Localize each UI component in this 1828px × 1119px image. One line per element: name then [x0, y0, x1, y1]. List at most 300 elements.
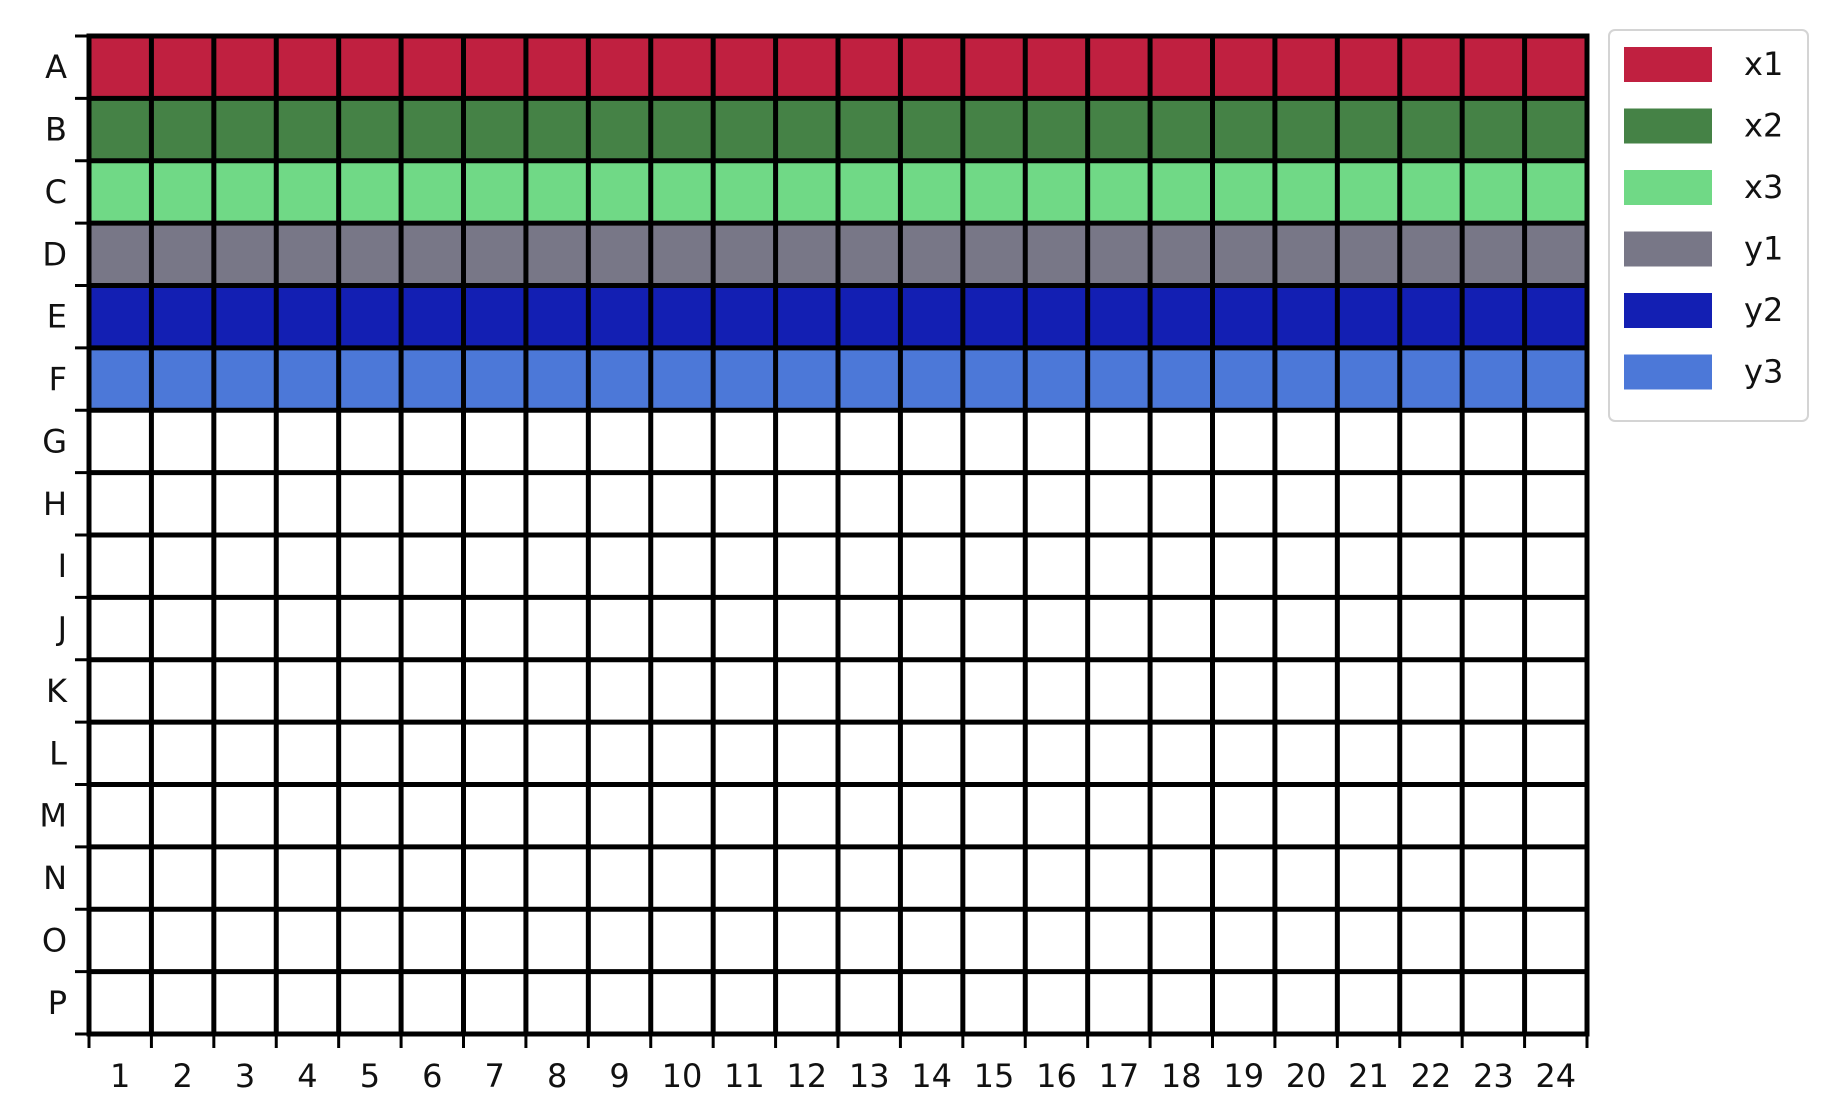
well-G5 [341, 413, 398, 470]
well-H16 [1028, 475, 1085, 532]
well-H7 [466, 475, 523, 532]
well-F9 [591, 350, 648, 407]
well-I22 [1402, 538, 1459, 595]
well-N3 [216, 849, 273, 906]
well-N1 [92, 849, 149, 906]
row-label-I: I [57, 547, 67, 586]
well-P1 [92, 974, 149, 1031]
well-M8 [528, 787, 585, 844]
well-C5 [341, 163, 398, 220]
well-B11 [716, 101, 773, 158]
well-O12 [778, 912, 835, 969]
well-O17 [1090, 912, 1147, 969]
well-G22 [1402, 413, 1459, 470]
well-A11 [716, 39, 773, 96]
well-K1 [92, 662, 149, 719]
well-P13 [841, 974, 898, 1031]
well-K8 [528, 662, 585, 719]
well-D1 [92, 226, 149, 283]
well-E21 [1340, 288, 1397, 345]
well-M4 [279, 787, 336, 844]
well-J14 [903, 600, 960, 657]
well-O7 [466, 912, 523, 969]
well-J15 [965, 600, 1022, 657]
well-N13 [841, 849, 898, 906]
well-O21 [1340, 912, 1397, 969]
legend-label-x2: x2 [1744, 106, 1784, 145]
well-G16 [1028, 413, 1085, 470]
well-K15 [965, 662, 1022, 719]
well-A4 [279, 39, 336, 96]
well-H22 [1402, 475, 1459, 532]
row-label-E: E [46, 297, 67, 336]
well-I3 [216, 538, 273, 595]
well-L14 [903, 725, 960, 782]
well-C3 [216, 163, 273, 220]
well-G13 [841, 413, 898, 470]
well-L10 [653, 725, 710, 782]
column-label-20: 20 [1285, 1057, 1327, 1095]
well-E20 [1277, 288, 1334, 345]
well-O23 [1465, 912, 1522, 969]
well-D3 [216, 226, 273, 283]
well-A9 [591, 39, 648, 96]
well-A16 [1028, 39, 1085, 96]
well-J4 [279, 600, 336, 657]
well-J5 [341, 600, 398, 657]
well-P20 [1277, 974, 1334, 1031]
well-O6 [404, 912, 461, 969]
well-A20 [1277, 39, 1334, 96]
well-I17 [1090, 538, 1147, 595]
well-K7 [466, 662, 523, 719]
legend-label-x3: x3 [1744, 168, 1784, 206]
well-K20 [1277, 662, 1334, 719]
well-K24 [1527, 662, 1584, 719]
well-F13 [841, 350, 898, 407]
well-H8 [528, 475, 585, 532]
well-C4 [279, 163, 336, 220]
well-L21 [1340, 725, 1397, 782]
well-J7 [466, 600, 523, 657]
well-F3 [216, 350, 273, 407]
well-J23 [1465, 600, 1522, 657]
well-E23 [1465, 288, 1522, 345]
well-A12 [778, 39, 835, 96]
well-L8 [528, 725, 585, 782]
well-J3 [216, 600, 273, 657]
well-L22 [1402, 725, 1459, 782]
well-C23 [1465, 163, 1522, 220]
well-I7 [466, 538, 523, 595]
well-D15 [965, 226, 1022, 283]
well-C10 [653, 163, 710, 220]
well-A3 [216, 39, 273, 96]
well-D23 [1465, 226, 1522, 283]
column-label-15: 15 [973, 1057, 1015, 1095]
well-B20 [1277, 101, 1334, 158]
well-P21 [1340, 974, 1397, 1031]
well-O19 [1215, 912, 1272, 969]
well-B15 [965, 101, 1022, 158]
well-E7 [466, 288, 523, 345]
well-I11 [716, 538, 773, 595]
well-D24 [1527, 226, 1584, 283]
well-P8 [528, 974, 585, 1031]
well-E11 [716, 288, 773, 345]
well-M12 [778, 787, 835, 844]
well-D2 [154, 226, 211, 283]
well-L7 [466, 725, 523, 782]
well-M10 [653, 787, 710, 844]
legend-label-y2: y2 [1744, 291, 1784, 329]
row-label-J: J [57, 609, 67, 648]
well-J18 [1153, 600, 1210, 657]
well-L6 [404, 725, 461, 782]
plate-wells [87, 34, 1590, 1037]
well-L2 [154, 725, 211, 782]
legend-swatch-x3 [1624, 170, 1712, 205]
well-K16 [1028, 662, 1085, 719]
well-D22 [1402, 226, 1459, 283]
row-label-B: B [45, 110, 67, 149]
well-K4 [279, 662, 336, 719]
legend-label-x1: x1 [1744, 45, 1784, 83]
well-I1 [92, 538, 149, 595]
well-J12 [778, 600, 835, 657]
well-J16 [1028, 600, 1085, 657]
well-E16 [1028, 288, 1085, 345]
well-K12 [778, 662, 835, 719]
well-L13 [841, 725, 898, 782]
column-label-19: 19 [1223, 1057, 1265, 1095]
well-G23 [1465, 413, 1522, 470]
well-M6 [404, 787, 461, 844]
well-P17 [1090, 974, 1147, 1031]
well-L20 [1277, 725, 1334, 782]
well-O3 [216, 912, 273, 969]
well-B7 [466, 101, 523, 158]
legend [1609, 30, 1808, 421]
well-A1 [92, 39, 149, 96]
well-B3 [216, 101, 273, 158]
well-G9 [591, 413, 648, 470]
well-D5 [341, 226, 398, 283]
well-D17 [1090, 226, 1147, 283]
well-N21 [1340, 849, 1397, 906]
well-J2 [154, 600, 211, 657]
well-K17 [1090, 662, 1147, 719]
well-F8 [528, 350, 585, 407]
column-label-13: 13 [848, 1057, 890, 1095]
well-P11 [716, 974, 773, 1031]
well-G24 [1527, 413, 1584, 470]
well-J6 [404, 600, 461, 657]
column-label-4: 4 [297, 1057, 318, 1095]
well-B9 [591, 101, 648, 158]
well-D8 [528, 226, 585, 283]
well-L17 [1090, 725, 1147, 782]
row-label-D: D [42, 235, 67, 274]
well-I24 [1527, 538, 1584, 595]
well-I15 [965, 538, 1022, 595]
well-C11 [716, 163, 773, 220]
column-label-8: 8 [546, 1057, 568, 1095]
well-H17 [1090, 475, 1147, 532]
well-N14 [903, 849, 960, 906]
well-D19 [1215, 226, 1272, 283]
well-C13 [841, 163, 898, 220]
well-L23 [1465, 725, 1522, 782]
well-H15 [965, 475, 1022, 532]
well-G15 [965, 413, 1022, 470]
well-O2 [154, 912, 211, 969]
well-O15 [965, 912, 1022, 969]
well-P22 [1402, 974, 1459, 1031]
column-label-24: 24 [1535, 1057, 1577, 1095]
row-axis [39, 36, 87, 1034]
well-I13 [841, 538, 898, 595]
well-M23 [1465, 787, 1522, 844]
well-B23 [1465, 101, 1522, 158]
well-B5 [341, 101, 398, 158]
well-M24 [1527, 787, 1584, 844]
well-G8 [528, 413, 585, 470]
legend-label-y1: y1 [1744, 229, 1784, 268]
well-D16 [1028, 226, 1085, 283]
well-D11 [716, 226, 773, 283]
well-G4 [279, 413, 336, 470]
row-label-L: L [49, 734, 67, 773]
well-K18 [1153, 662, 1210, 719]
well-D9 [591, 226, 648, 283]
well-E12 [778, 288, 835, 345]
column-label-3: 3 [234, 1057, 256, 1095]
well-G21 [1340, 413, 1397, 470]
well-N6 [404, 849, 461, 906]
well-I23 [1465, 538, 1522, 595]
well-G17 [1090, 413, 1147, 470]
well-C14 [903, 163, 960, 220]
well-E9 [591, 288, 648, 345]
well-L16 [1028, 725, 1085, 782]
column-label-21: 21 [1348, 1057, 1389, 1095]
well-M18 [1153, 787, 1210, 844]
well-H23 [1465, 475, 1522, 532]
well-A18 [1153, 39, 1210, 96]
column-label-23: 23 [1473, 1057, 1514, 1095]
well-P23 [1465, 974, 1522, 1031]
well-N20 [1277, 849, 1334, 906]
well-P6 [404, 974, 461, 1031]
well-A2 [154, 39, 211, 96]
well-C20 [1277, 163, 1334, 220]
well-J13 [841, 600, 898, 657]
well-K21 [1340, 662, 1397, 719]
well-J1 [92, 600, 149, 657]
column-label-17: 17 [1098, 1057, 1140, 1095]
well-N5 [341, 849, 398, 906]
well-N23 [1465, 849, 1522, 906]
well-J24 [1527, 600, 1584, 657]
well-C24 [1527, 163, 1584, 220]
well-P5 [341, 974, 398, 1031]
well-A15 [965, 39, 1022, 96]
well-A22 [1402, 39, 1459, 96]
well-J21 [1340, 600, 1397, 657]
well-C2 [154, 163, 211, 220]
well-H18 [1153, 475, 1210, 532]
well-D4 [279, 226, 336, 283]
well-F21 [1340, 350, 1397, 407]
well-I16 [1028, 538, 1085, 595]
well-O20 [1277, 912, 1334, 969]
well-H10 [653, 475, 710, 532]
well-D21 [1340, 226, 1397, 283]
well-H21 [1340, 475, 1397, 532]
well-M5 [341, 787, 398, 844]
well-B10 [653, 101, 710, 158]
well-G12 [778, 413, 835, 470]
well-L19 [1215, 725, 1272, 782]
row-label-A: A [45, 48, 67, 87]
well-O5 [341, 912, 398, 969]
well-I19 [1215, 538, 1272, 595]
well-H19 [1215, 475, 1272, 532]
well-F16 [1028, 350, 1085, 407]
well-K23 [1465, 662, 1522, 719]
row-label-M: M [39, 796, 67, 835]
well-L5 [341, 725, 398, 782]
well-D10 [653, 226, 710, 283]
well-F12 [778, 350, 835, 407]
column-label-1: 1 [110, 1057, 131, 1095]
well-E5 [341, 288, 398, 345]
column-label-12: 12 [786, 1057, 828, 1095]
well-O18 [1153, 912, 1210, 969]
column-label-6: 6 [422, 1057, 443, 1095]
well-C17 [1090, 163, 1147, 220]
well-G20 [1277, 413, 1334, 470]
well-H20 [1277, 475, 1334, 532]
well-N24 [1527, 849, 1584, 906]
well-B24 [1527, 101, 1584, 158]
legend-swatch-y3 [1624, 355, 1712, 390]
well-K13 [841, 662, 898, 719]
well-G3 [216, 413, 273, 470]
well-B8 [528, 101, 585, 158]
well-L9 [591, 725, 648, 782]
well-F10 [653, 350, 710, 407]
well-I12 [778, 538, 835, 595]
well-I14 [903, 538, 960, 595]
well-H24 [1527, 475, 1584, 532]
well-F14 [903, 350, 960, 407]
well-I8 [528, 538, 585, 595]
well-K10 [653, 662, 710, 719]
well-I6 [404, 538, 461, 595]
well-K5 [341, 662, 398, 719]
row-label-K: K [46, 671, 67, 710]
well-B22 [1402, 101, 1459, 158]
well-L12 [778, 725, 835, 782]
well-A10 [653, 39, 710, 96]
well-B13 [841, 101, 898, 158]
well-C22 [1402, 163, 1459, 220]
well-A23 [1465, 39, 1522, 96]
well-A17 [1090, 39, 1147, 96]
well-M2 [154, 787, 211, 844]
well-E17 [1090, 288, 1147, 345]
row-label-C: C [44, 172, 67, 211]
well-H11 [716, 475, 773, 532]
well-F4 [279, 350, 336, 407]
well-O11 [716, 912, 773, 969]
well-E19 [1215, 288, 1272, 345]
well-C18 [1153, 163, 1210, 220]
column-label-2: 2 [172, 1057, 193, 1095]
well-N7 [466, 849, 523, 906]
well-G6 [404, 413, 461, 470]
well-N18 [1153, 849, 1210, 906]
well-H5 [341, 475, 398, 532]
well-M13 [841, 787, 898, 844]
column-label-7: 7 [484, 1057, 505, 1095]
column-label-14: 14 [911, 1057, 952, 1095]
well-P10 [653, 974, 710, 1031]
well-P19 [1215, 974, 1272, 1031]
well-P4 [279, 974, 336, 1031]
column-label-22: 22 [1410, 1057, 1452, 1095]
well-E3 [216, 288, 273, 345]
well-A19 [1215, 39, 1272, 96]
column-label-10: 10 [661, 1057, 703, 1095]
well-N9 [591, 849, 648, 906]
well-B18 [1153, 101, 1210, 158]
legend-swatch-x1 [1624, 47, 1712, 82]
well-O8 [528, 912, 585, 969]
well-K22 [1402, 662, 1459, 719]
well-G14 [903, 413, 960, 470]
well-H4 [279, 475, 336, 532]
well-L3 [216, 725, 273, 782]
well-I21 [1340, 538, 1397, 595]
well-O1 [92, 912, 149, 969]
well-H2 [154, 475, 211, 532]
well-C6 [404, 163, 461, 220]
well-I10 [653, 538, 710, 595]
well-O14 [903, 912, 960, 969]
column-label-5: 5 [359, 1057, 381, 1095]
well-M3 [216, 787, 273, 844]
well-G19 [1215, 413, 1272, 470]
well-I4 [279, 538, 336, 595]
well-J17 [1090, 600, 1147, 657]
well-J11 [716, 600, 773, 657]
legend-swatch-y1 [1624, 232, 1712, 267]
well-D6 [404, 226, 461, 283]
row-label-H: H [42, 484, 67, 523]
well-C16 [1028, 163, 1085, 220]
well-A24 [1527, 39, 1584, 96]
well-F15 [965, 350, 1022, 407]
well-O22 [1402, 912, 1459, 969]
well-B6 [404, 101, 461, 158]
column-label-11: 11 [724, 1057, 765, 1095]
well-K6 [404, 662, 461, 719]
well-M1 [92, 787, 149, 844]
well-D7 [466, 226, 523, 283]
